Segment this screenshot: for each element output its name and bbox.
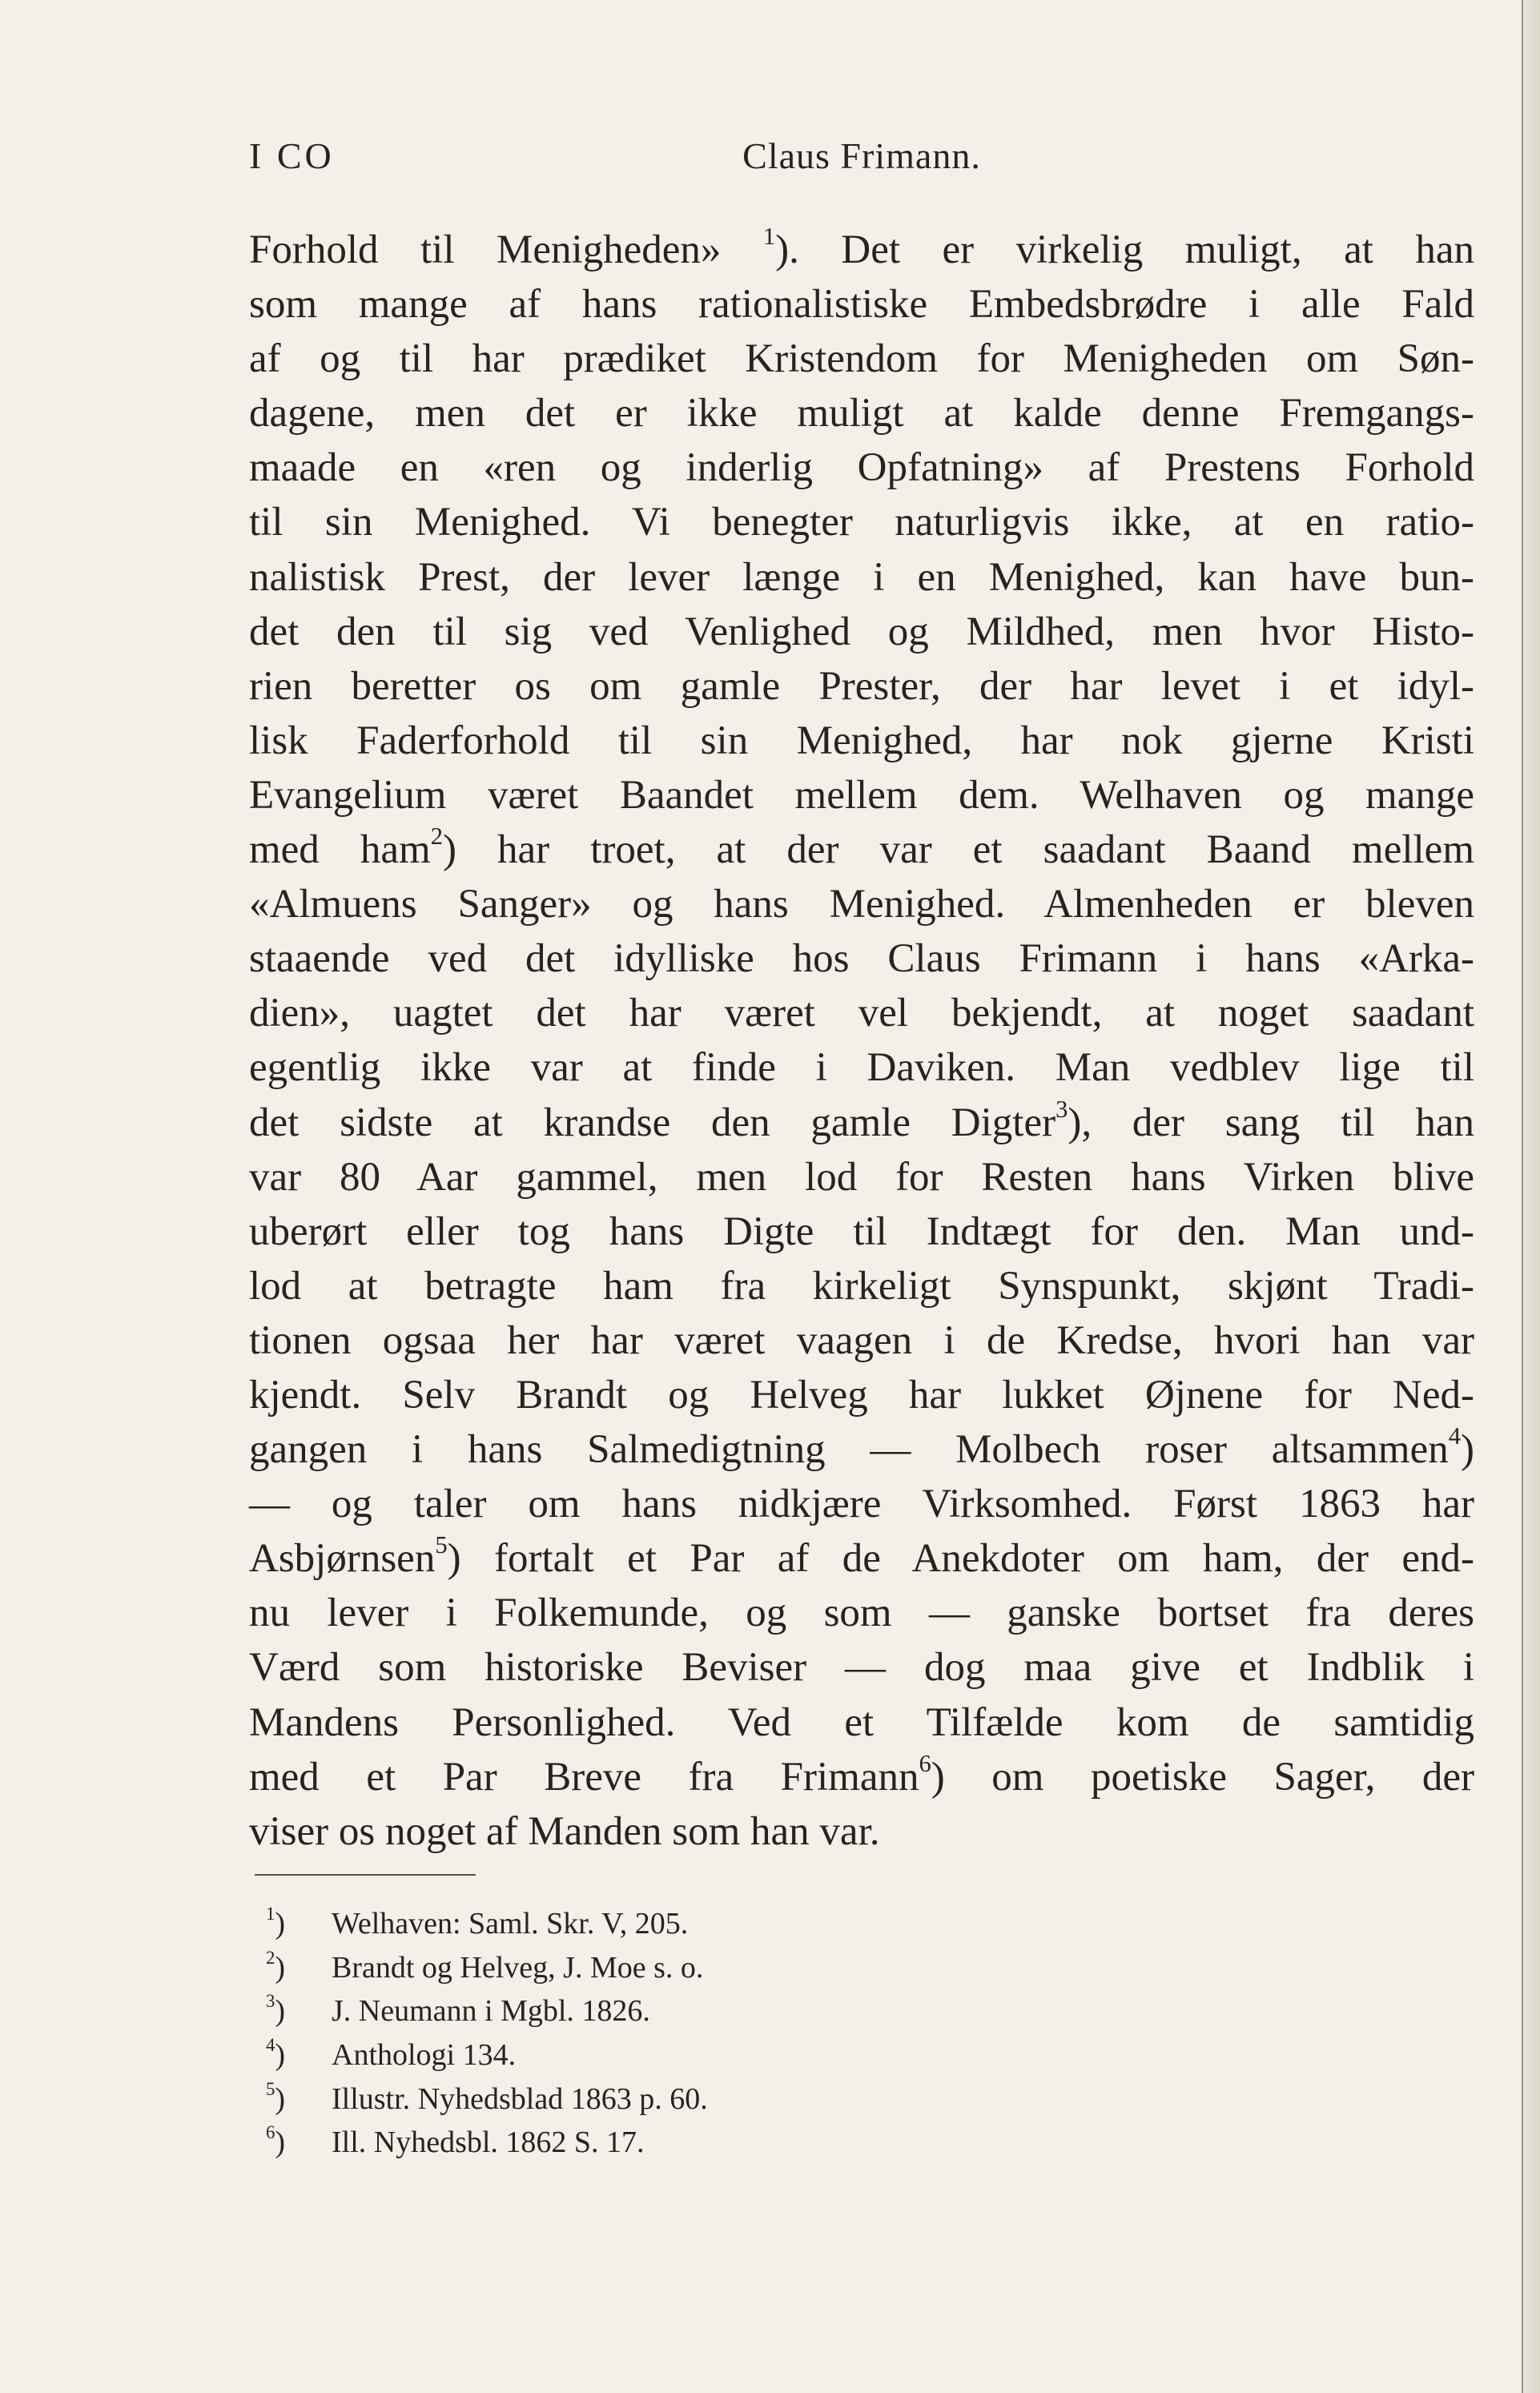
text-line	[249, 1804, 1474, 1859]
text-segment: Mandens Personlighed. Ved et Tilfælde kom de samtidig	[249, 1699, 1474, 1745]
text-line	[249, 1150, 1474, 1205]
text-line	[249, 877, 1474, 931]
text-line	[249, 223, 1474, 277]
text-segment: viser os noget af Manden som han var.	[249, 1808, 880, 1854]
text-segment: Evangelium været Baandet mellem dem. Welhaven og mange	[249, 772, 1474, 818]
footnote-ref: 4	[1448, 1422, 1462, 1450]
text-line	[249, 1695, 1474, 1750]
footnote-text: J. Neumann i Mgbl. 1826.	[332, 1994, 650, 2029]
text-segment: ) om poetiske Sager, der	[931, 1754, 1474, 1800]
text-segment: staaende ved det idylliske hos Claus Frimann i hans «Arka-	[249, 936, 1474, 982]
text-segment: tionen ogsaa her har været vaagen i de Kredse, hvori han var	[249, 1317, 1474, 1363]
text-segment: nalistisk Prest, der lever længe i en Menighed, kan have bun-	[249, 554, 1474, 600]
footnote-number: 2	[266, 1947, 275, 1968]
text-segment: som mange af hans rationalistiske Embedsbrødre i alle Fald	[249, 282, 1474, 328]
text-line	[249, 1205, 1474, 1259]
footnote-mark: $^5$)	[266, 2078, 286, 2116]
text-line	[249, 1096, 1474, 1150]
text-line	[249, 332, 1474, 386]
footnote-divider	[255, 1874, 476, 1876]
footnote-mark: $^2$)	[266, 1947, 286, 1985]
text-segment: ) har troet, at der var et saadant Baand mellem	[442, 827, 1474, 873]
footnote-number: 3	[266, 1991, 275, 2012]
text-line	[249, 605, 1474, 659]
text-segment: lod at betragte ham fra kirkeligt Synspunkt, skjønt Tradi-	[249, 1263, 1474, 1309]
text-segment: nu lever i Folkemunde, og som — ganske bortset fra deres	[249, 1591, 1474, 1636]
text-segment: ). Det er virkelig muligt, at han	[775, 227, 1474, 272]
text-segment: dien», uagtet det har været vel bekjendt, at noget saadant	[249, 991, 1474, 1036]
text-segment: var 80 Aar gammel, men lod for Resten hans Virken blive	[249, 1154, 1474, 1200]
text-line	[249, 822, 1474, 877]
footnote-number: 5	[266, 2078, 275, 2099]
text-segment: uberørt eller tog hans Digte til Indtægt for den. Man und-	[249, 1209, 1474, 1254]
text-segment: med ham	[249, 827, 431, 873]
text-segment: — og taler om hans nidkjære Virksomhed. Først 1863 har	[249, 1482, 1474, 1527]
footnotes	[266, 1902, 987, 2165]
text-line	[249, 386, 1474, 440]
footnote-text: Anthologi 134.	[332, 2038, 517, 2073]
footnote-text: Brandt og Helveg, J. Moe s. o.	[332, 1950, 704, 1985]
running-title: Claus Frimann.	[742, 135, 981, 176]
footnote-ref: 3	[1055, 1095, 1068, 1123]
footnote-ref: 5	[435, 1531, 448, 1559]
text-segment: med et Par Breve fra Frimann	[249, 1754, 919, 1800]
footnote-ref: 2	[430, 822, 443, 851]
text-line	[249, 1259, 1474, 1313]
text-line	[249, 1531, 1474, 1586]
text-line	[249, 1477, 1474, 1531]
page-header	[249, 135, 1474, 191]
text-line	[249, 768, 1474, 822]
text-segment: Værd som historiske Beviser — dog maa give et Indblik i	[249, 1645, 1474, 1691]
text-line	[249, 1586, 1474, 1640]
text-segment: Asbjørnsen	[249, 1536, 436, 1582]
footnote-number: 4	[266, 2034, 275, 2055]
text-line	[249, 550, 1474, 605]
text-segment: til sin Menighed. Vi benegter naturligvis ikke, at en ratio-	[249, 500, 1474, 545]
text-line	[249, 440, 1474, 495]
footnote-mark: $^3$)	[266, 1991, 286, 2029]
text-line	[249, 1640, 1474, 1695]
footnote-text: Illustr. Nyhedsblad 1863 p. 60.	[332, 2081, 708, 2116]
text-segment: rien beretter os om gamle Prester, der har levet i et idyl-	[249, 663, 1474, 709]
footnote-text: Welhaven: Saml. Skr. V, 205.	[332, 1907, 689, 1941]
text-segment: dagene, men det er ikke muligt at kalde denne Fremgangs-	[249, 391, 1474, 436]
body-text	[249, 223, 1474, 1859]
text-line	[249, 495, 1474, 549]
text-segment: lisk Faderforhold til sin Menighed, har nok gjerne Kristi	[249, 718, 1474, 763]
footnote	[266, 2033, 987, 2077]
footnote	[266, 2121, 987, 2165]
page-edge	[1522, 0, 1540, 2393]
text-segment: ), der sang til han	[1068, 1100, 1475, 1145]
text-segment: ) fortalt et Par af de Anekdoter om ham, der end-	[447, 1536, 1474, 1582]
footnote-text: Ill. Nyhedsbl. 1862 S. 17.	[332, 2126, 645, 2160]
text-line	[249, 714, 1474, 768]
text-line	[249, 931, 1474, 986]
footnote-mark: $^1$)	[266, 1903, 286, 1941]
page-number: I CO	[249, 135, 335, 176]
text-segment: )	[1461, 1427, 1474, 1473]
text-segment: af og til har prædiket Kristendom for Menigheden om Søn-	[249, 336, 1474, 382]
text-line	[249, 1368, 1474, 1422]
footnote-mark: $^4$)	[266, 2034, 286, 2073]
footnote-mark: $^6$)	[266, 2122, 286, 2160]
text-segment: kjendt. Selv Brandt og Helveg har lukket Øjnene for Ned-	[249, 1372, 1474, 1418]
text-line	[249, 1313, 1474, 1368]
footnote	[266, 1946, 987, 1990]
text-line	[249, 659, 1474, 714]
text-segment: egentlig ikke var at finde i Daviken. Man vedblev lige til	[249, 1045, 1474, 1091]
footnote-ref: 6	[919, 1749, 931, 1777]
text-segment: «Almuens Sanger» og hans Menighed. Almenheden er bleven	[249, 882, 1474, 927]
text-segment: maade en «ren og inderlig Opfatning» af Prestens Forhold	[249, 445, 1474, 491]
text-line	[249, 1422, 1474, 1477]
footnote	[266, 2077, 987, 2122]
text-segment: gangen i hans Salmedigtning — Molbech roser altsammen	[249, 1427, 1449, 1473]
footnote-number: 6	[266, 2122, 275, 2143]
footnote	[266, 1902, 987, 1946]
footnote-number: 1	[266, 1903, 275, 1924]
text-segment: det sidste at krandse den gamle Digter	[249, 1100, 1056, 1145]
text-line	[249, 1750, 1474, 1804]
text-line	[249, 1040, 1474, 1095]
footnote	[266, 1989, 987, 2033]
text-line	[249, 277, 1474, 332]
text-segment: Forhold til Menigheden»	[249, 227, 763, 272]
text-line	[249, 986, 1474, 1040]
footnote-ref: 1	[762, 223, 776, 251]
text-segment: det den til sig ved Venlighed og Mildhed, men hvor Histo-	[249, 609, 1474, 654]
